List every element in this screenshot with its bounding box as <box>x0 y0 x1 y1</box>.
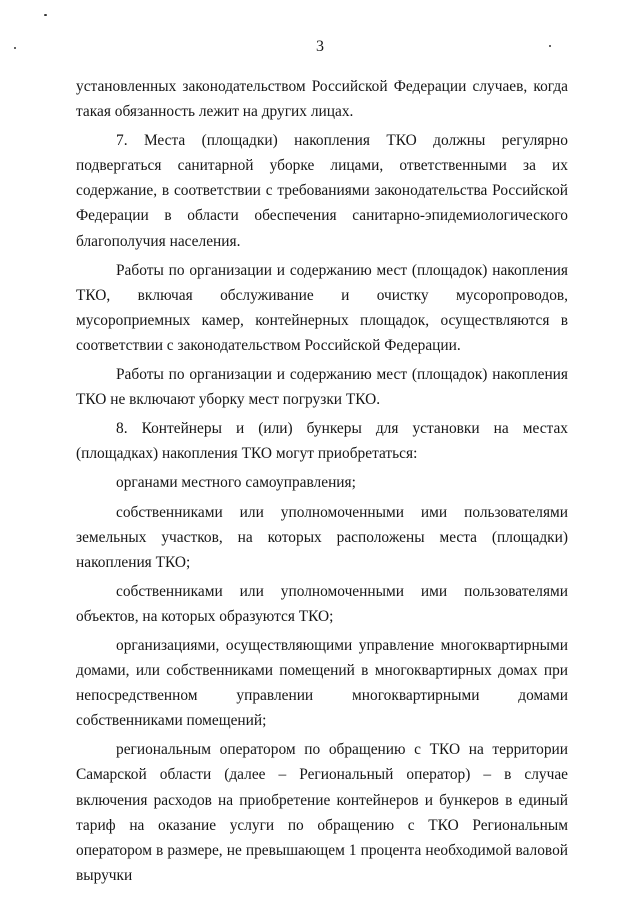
paragraph: 8. Контейнеры и (или) бункеры для установки на местах (площадках) накопления ТКО могут приобретаться: <box>76 420 568 463</box>
paragraph: 7. Места (площадки) накопления ТКО должны регулярно подвергаться санитарной уборке лицами, ответственными за их содержание, в соответствии с требованиями законодательства Российской Федерации в области обеспечения санитарно-эпидемиологического благополучия населения. <box>76 132 568 250</box>
paragraph: региональным оператором по обращению с ТКО на территории Самарской области (далее – Региональный оператор) – в случае включения расходов на приобретение контейнеров и бункеров в единый тариф на оказание услуги по обращению с ТКО Региональным оператором в размере, не превышающем 1 процента необходимой валовой выручки <box>76 741 568 884</box>
paragraph: органами местного самоуправления; <box>116 474 356 492</box>
paragraph: Работы по организации и содержанию мест (площадок) накопления ТКО, включая обслуживание и очистку мусоропроводов, мусороприемных камер, контейнерных площадок, осуществляются в соответствии с законодательством Российской Федерации. <box>76 261 568 354</box>
paragraph: собственниками или уполномоченными ими пользователями объектов, на которых образуются ТКО; <box>76 582 568 625</box>
paragraph: собственниками или уполномоченными ими пользователями земельных участков, на которых расположены места (площадки) накопления ТКО; <box>76 503 568 571</box>
scan-speck <box>44 14 47 16</box>
document-body <box>76 74 568 892</box>
page-number: 3 <box>316 38 324 55</box>
paragraph: установленных законодательством Российской Федерации случаев, когда такая обязанность лежит на других лицах. <box>76 78 568 121</box>
paragraph: Работы по организации и содержанию мест (площадок) накопления ТКО не включают уборку мест погрузки ТКО. <box>76 366 568 409</box>
paragraph: организациями, осуществляющими управление многоквартирными домами, или собственниками помещений в многоквартирных домах при непосредственном управлении многоквартирными домами собственниками помещений; <box>76 636 568 730</box>
